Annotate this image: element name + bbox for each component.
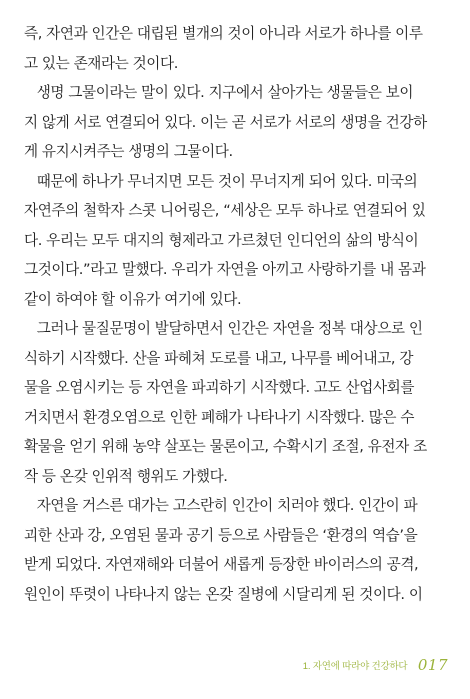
text-line: 생명 그물이라는 말이 있다. 지구에서 살아가는 생물들은 보이 xyxy=(24,84,414,101)
page-footer xyxy=(303,656,448,674)
text-line: 받게 되었다. 자연재해와 더불어 새롭게 등장한 바이러스의 공격, xyxy=(24,556,419,573)
text-line: 원인이 뚜렷이 나타나지 않는 온갖 질병에 시달리게 된 것이다. 이 xyxy=(24,585,423,603)
text-line: 고 있는 존재라는 것이다. xyxy=(24,54,178,72)
text-line: 물을 오염시키는 등 자연을 파괴하기 시작했다. 고도 산업사회를 xyxy=(24,379,415,396)
text-line: 지 않게 서로 연결되어 있다. 이는 곧 서로가 서로의 생명을 건강하 xyxy=(24,113,427,131)
text-line: 그것이다.”라고 말했다. 우리가 자연을 아끼고 사랑하기를 내 몸과 xyxy=(24,261,426,278)
text-line: 즉, 자연과 인간은 대립된 별개의 것이 아니라 서로가 하나를 이루 xyxy=(24,25,423,42)
text-line: 작 등 온갖 인위적 행위도 가했다. xyxy=(24,467,228,485)
text-line: 자연주의 철학자 스콧 니어링은, “세상은 모두 하나로 연결되어 있 xyxy=(24,202,426,219)
text-line: 식하기 시작했다. 산을 파헤쳐 도로를 내고, 나무를 베어내고, 강 xyxy=(24,349,414,367)
text-line: 자연을 거스른 대가는 고스란히 인간이 치러야 했다. 인간이 파 xyxy=(24,497,418,514)
text-line: 거치면서 환경오염으로 인한 폐해가 나타나기 시작했다. 많은 수 xyxy=(24,408,415,426)
text-line: 괴한 산과 강, 오염된 물과 공기 등으로 사람들은 ‘환경의 역습’을 xyxy=(24,526,418,544)
text-line: 확물을 얻기 위해 농약 살포는 물론이고, 수확시기 조절, 유전자 조 xyxy=(24,438,427,455)
text-line: 그러나 물질문명이 발달하면서 인간은 자연을 정복 대상으로 인 xyxy=(24,320,423,337)
body-text xyxy=(24,19,448,609)
text-line: 게 유지시켜주는 생명의 그물이다. xyxy=(24,143,233,160)
chapter-title: 1. 자연에 따라야 건강하다 xyxy=(302,661,408,672)
text-line: 같이 하여야 할 이유가 여기에 있다. xyxy=(24,290,242,308)
text-line: 다. 우리는 모두 대지의 형제라고 가르쳤던 인디언의 삶의 방식이 xyxy=(24,231,419,249)
text-line: 때문에 하나가 무너지면 모든 것이 무너지게 되어 있다. 미국의 xyxy=(24,172,418,190)
page-number: 017 xyxy=(417,656,448,674)
